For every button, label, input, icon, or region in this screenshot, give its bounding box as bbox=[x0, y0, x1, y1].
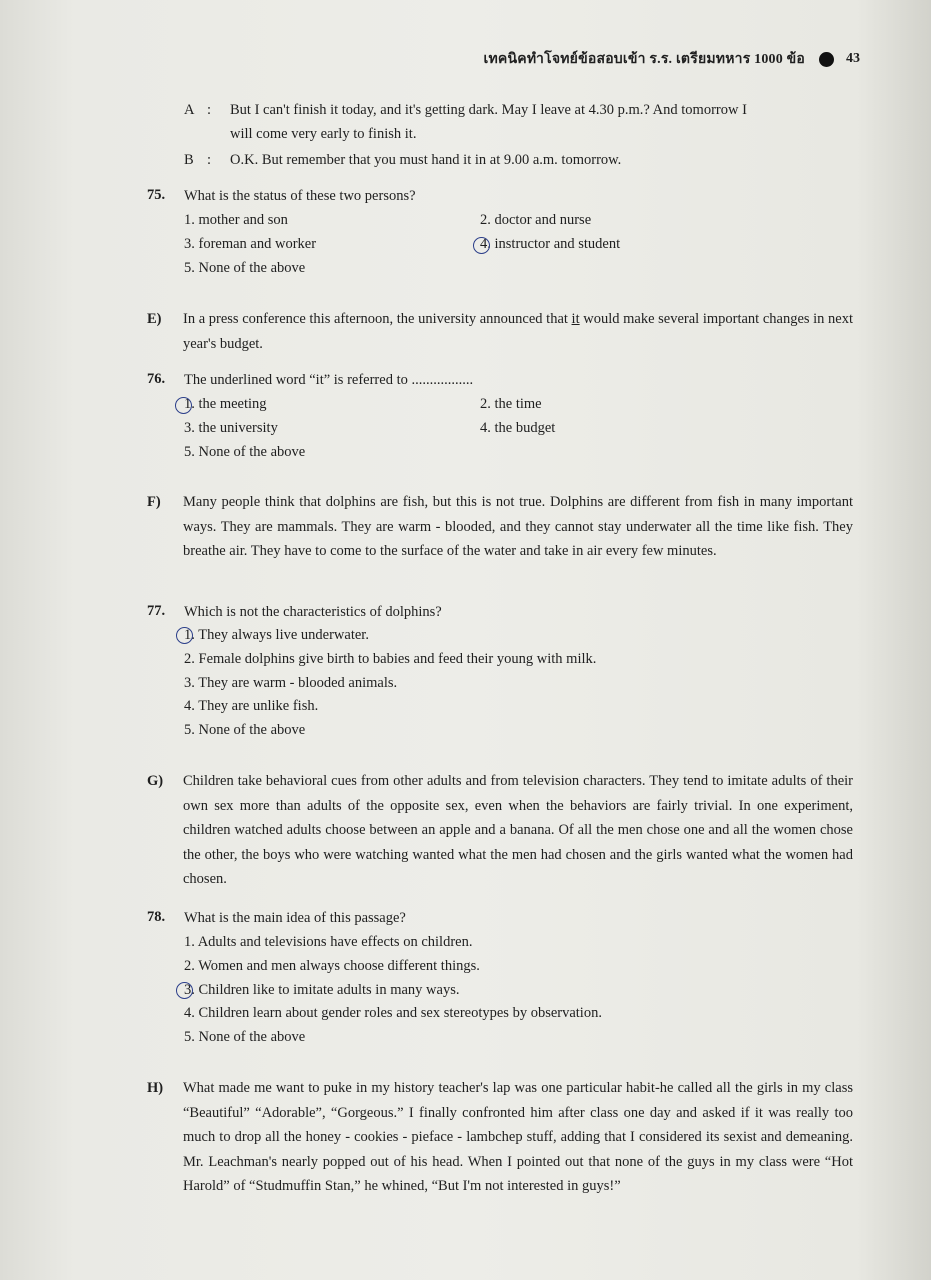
option-selected: 3. Children like to imitate adults in many ways. bbox=[184, 982, 460, 998]
option: 1. Adults and televisions have effects on children. bbox=[184, 934, 473, 950]
passage-f-text: Many people think that dolphins are fish, but this is not true. Dolphins are different from fish in many important ways. They are mammals. They are warm - blooded, and they cannot stay underwater all the time like fish. They breathe air. They have to come to the surface of the water and take in air every few minutes. bbox=[183, 494, 853, 559]
speaker-b: B bbox=[184, 152, 194, 168]
option: 5. None of the above bbox=[184, 1029, 306, 1045]
speaker-sep: : bbox=[207, 152, 212, 168]
passage-h-text: What made me want to puke in my history teacher's lap was one particular habit-he called all the girls in my class “Beautiful” “Adorable”, “Gorgeous.” I finally confronted him after class one day and asked if it was really too much to drop all the honey - cookies - pieface - lambchep stuff, adding that I considered its sexist and demeaning. Mr. Leachman's nearly popped out of his head. When I pointed out that none of the guys in my class were “Hot Harold” of “Studmuffin Stan,” he whined, “But I'm not interested in guys!” bbox=[183, 1080, 853, 1194]
question-text: What is the status of these two persons? bbox=[184, 188, 416, 204]
option-selected: 1. the meeting bbox=[184, 396, 267, 412]
option: 5. None of the above bbox=[184, 722, 306, 738]
dialogue-line: will come very early to finish it. bbox=[230, 126, 417, 142]
dialogue-line: But I can't finish it today, and it's getting dark. May I leave at 4.30 p.m.? And tomorrow I bbox=[230, 102, 747, 118]
passage-e-text bbox=[183, 307, 853, 356]
option: 4. They are unlike fish. bbox=[184, 698, 319, 714]
book-title: เทคนิคทำโจทย์ข้อสอบเข้า ร.ร. เตรียมทหาร 1000 ข้อ bbox=[483, 52, 805, 67]
option: 2. Women and men always choose different things. bbox=[184, 958, 480, 974]
option: 2. the time bbox=[480, 396, 542, 412]
page-header bbox=[470, 48, 860, 70]
option: 5. None of the above bbox=[184, 260, 306, 276]
passage-text: would make several important changes in next year's budget. bbox=[183, 311, 854, 352]
passage-label: E) bbox=[147, 311, 162, 327]
option: 3. foreman and worker bbox=[184, 236, 317, 252]
question-number: 77. bbox=[147, 603, 166, 619]
passage-text: In a press conference this afternoon, the university announced that bbox=[183, 311, 572, 327]
option: 1. mother and son bbox=[184, 212, 288, 228]
passage-label: H) bbox=[147, 1080, 164, 1096]
answer-circle-mark bbox=[176, 627, 193, 644]
question-number: 75. bbox=[147, 187, 166, 203]
page-number: 43 bbox=[846, 51, 860, 66]
option: 2. doctor and nurse bbox=[480, 212, 592, 228]
question-text: Which is not the characteristics of dolphins? bbox=[184, 604, 442, 620]
option: 4. Children learn about gender roles and sex stereotypes by observation. bbox=[184, 1005, 602, 1021]
speaker-sep: : bbox=[207, 102, 212, 118]
option: 3. They are warm - blooded animals. bbox=[184, 675, 398, 691]
passage-label: F) bbox=[147, 494, 161, 510]
underlined-word: it bbox=[571, 311, 580, 327]
option: 4. the budget bbox=[480, 420, 556, 436]
question-text: The underlined word “it” is referred to ................. bbox=[184, 372, 474, 388]
question-number: 76. bbox=[147, 371, 166, 387]
option-selected: 1. They always live underwater. bbox=[184, 627, 369, 643]
question-text: What is the main idea of this passage? bbox=[184, 910, 406, 926]
dialogue-line: O.K. But remember that you must hand it in at 9.00 a.m. tomorrow. bbox=[230, 152, 622, 168]
passage-g-text: Children take behavioral cues from other adults and from television characters. They tend to imitate adults of their own sex more than adults of the opposite sex, even when the behaviors are fairly trivial. In one experiment, children watched adults choose between an apple and a banana. Of all the men chose one and all the women chose the other, the boys who were watching wanted what the men had chosen and the girls wanted what the women had chosen. bbox=[183, 773, 853, 887]
passage-label: G) bbox=[147, 773, 164, 789]
question-number: 78. bbox=[147, 909, 166, 925]
option-selected: 4. instructor and student bbox=[480, 236, 621, 252]
speaker-a: A bbox=[184, 102, 195, 118]
option: 2. Female dolphins give birth to babies and feed their young with milk. bbox=[184, 651, 597, 667]
answer-circle-mark bbox=[175, 397, 192, 414]
bullet-dot-icon bbox=[819, 52, 834, 67]
answer-circle-mark bbox=[176, 982, 193, 999]
option: 3. the university bbox=[184, 420, 278, 436]
option: 5. None of the above bbox=[184, 444, 306, 460]
answer-circle-mark bbox=[473, 237, 490, 254]
